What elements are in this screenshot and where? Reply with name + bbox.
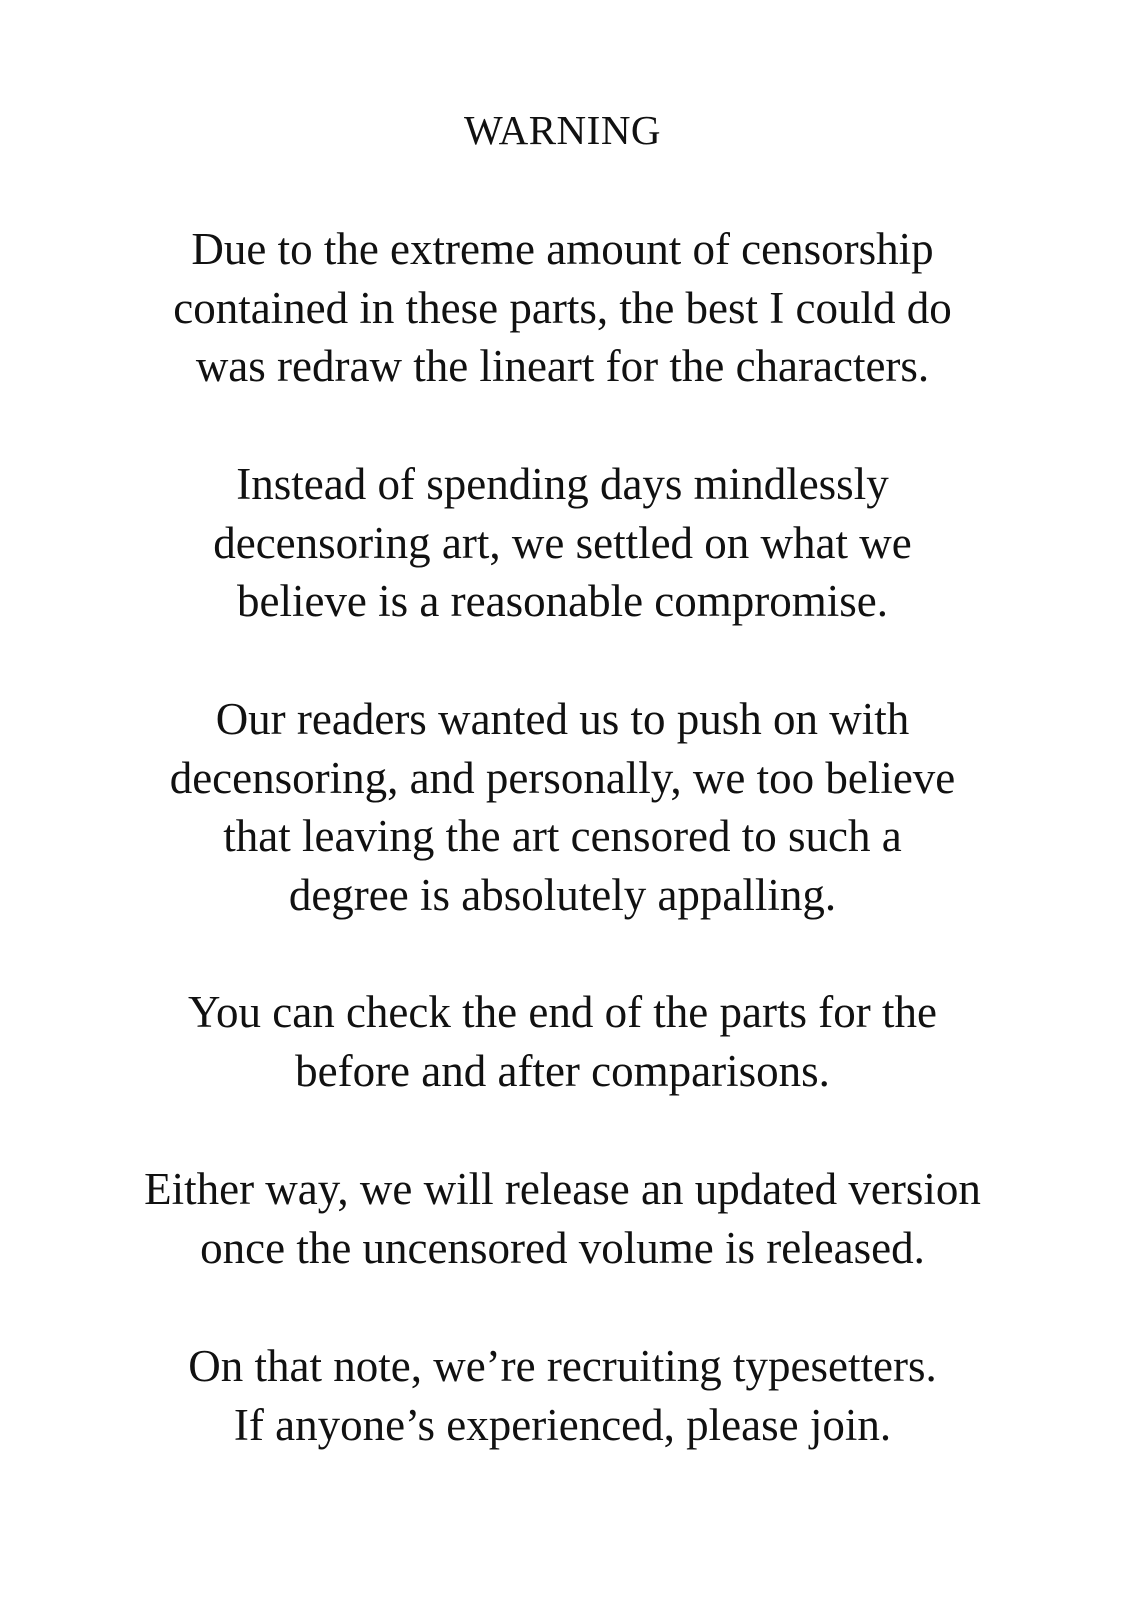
paragraph-compromise [0, 455, 1125, 631]
paragraph-line: Instead of spending days mindlessly [236, 459, 889, 509]
paragraph-line: Our readers wanted us to push on with [215, 694, 910, 744]
paragraph-recruiting [0, 1337, 1125, 1454]
paragraph-readers [0, 690, 1125, 924]
paragraph-line: believe is a reasonable compromise. [236, 576, 888, 626]
paragraph-updated-version [0, 1160, 1125, 1277]
paragraph-line: On that note, we’re recruiting typesetters. [188, 1341, 937, 1391]
paragraph-censorship [0, 220, 1125, 396]
paragraph-line: If anyone’s experienced, please join. [233, 1399, 892, 1450]
paragraph-line: degree is absolutely appalling. [288, 869, 837, 920]
paragraph-line: before and after comparisons. [295, 1045, 830, 1096]
paragraph-comparisons [0, 983, 1125, 1100]
paragraph-line: You can check the end of the parts for the [188, 987, 937, 1037]
paragraph-line: Due to the extreme amount of censorship [191, 224, 934, 274]
paragraph-line: Either way, we will release an updated version [144, 1164, 981, 1214]
paragraph-line: once the uncensored volume is released. [200, 1222, 925, 1273]
paragraph-line: that leaving the art censored to such a [223, 811, 902, 861]
page-title: WARNING [463, 107, 662, 153]
paragraph-line: contained in these parts, the best I could do [173, 282, 952, 333]
paragraph-line: was redraw the lineart for the characters. [195, 341, 930, 391]
paragraph-line: decensoring art, we settled on what we [213, 517, 912, 568]
paragraph-line: decensoring, and personally, we too believe [169, 752, 956, 803]
